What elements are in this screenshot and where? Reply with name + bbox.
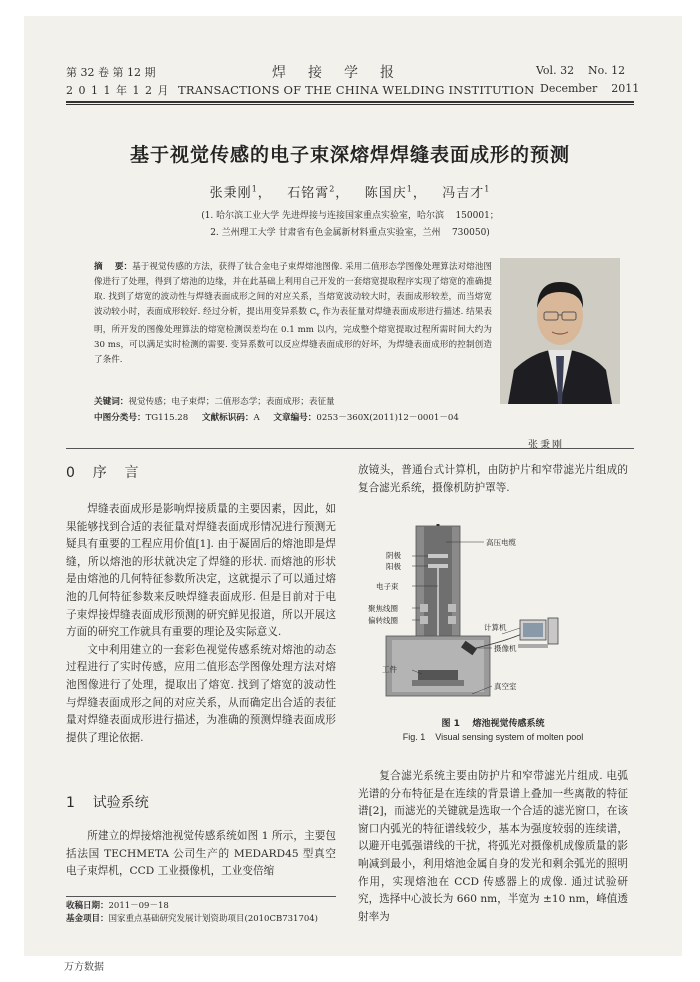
label-hv-cable: 高压电缆: [486, 538, 516, 547]
doc-code-label: 文献标识码：: [201, 413, 254, 423]
abstract-divider: [66, 448, 634, 449]
keywords: [94, 395, 335, 407]
figure-caption-en: Fig. 1 Visual sensing system of molten pool: [402, 732, 584, 742]
author-sup: 2: [329, 184, 336, 194]
section-1-number: 1: [66, 795, 75, 811]
section-0-title: 序 言: [92, 465, 139, 481]
figure-caption-cn: 图 1 熔池视觉传感系统: [441, 719, 545, 729]
fund-label: 基金项目：: [66, 914, 109, 924]
header-journal-en: TRANSACTIONS OF THE CHINA WELDING INSTITUTION: [178, 83, 535, 97]
body-paragraph: 复合滤光系统主要由防护片和窄带滤光片组成. 电弧光谱的分布特征是在连续的背景谱上叠加一些离散的特征谱[2]，而滤光的关键就是选取一个合适的滤光窗口，在该窗口内弧光的特征谱线较少，基本为强度较弱的连续谱，以避开电弧强谱线的干扰，将弧光对摄像机成像质量的影响减到最小，利用熔池金属自身的发光和剩余弧光的照明作用，实现熔池在 CCD 传感器上的成像. 通过试验研究，选择中心波长为 660 nm，半宽为 ±10 nm，峰值透射率为: [358, 770, 628, 923]
fund-text: 国家重点基础研究发展计划资助项目(2010CB731704): [108, 914, 318, 924]
header-rule: [66, 101, 634, 103]
affiliation-2: 2. 兰州理工大学 甘肃省有色金属新材料重点实验室，兰州 730050): [210, 228, 490, 238]
clc-label: 中图分类号：: [94, 413, 146, 423]
abstract-cv-sub: v: [316, 312, 320, 319]
author-name: 张秉刚: [209, 186, 252, 201]
body-paragraph: 文中利用建立的一套彩色视觉传感系统对熔池的动态过程进行了实时传感，应用二值形态学图像处理方法对熔池图像进行了处理，提取出了熔宽. 找到了熔宽的波动性与焊缝表面成形之间的对应关系，从而确定出合适的表征量对焊缝表面成形进行描述，为准确的预测焊缝表面成形提供了理论依据.: [66, 643, 336, 744]
label-vacuum: 真空室: [494, 682, 517, 691]
author-name: 陈国庆: [364, 186, 407, 201]
focus-coil-shape: [420, 604, 428, 612]
author-name: 石铭霄: [287, 186, 330, 201]
label-focus-coil: 聚焦线圈: [368, 604, 398, 613]
label-computer: 计算机: [484, 623, 507, 632]
workpiece-shape: [418, 670, 458, 680]
header-rule-thin: [66, 104, 634, 105]
section-1-body: [66, 828, 336, 881]
section-0-body: [66, 501, 336, 747]
computer-keyboard: [518, 644, 548, 648]
label-anode: 阳极: [386, 562, 401, 571]
section-1-title: 试验系统: [92, 795, 149, 811]
photo-caption: 张秉刚: [528, 440, 564, 451]
author-name: 冯吉才: [442, 186, 485, 201]
header-journal-cn: 焊接学报: [272, 65, 416, 81]
figure-1: [368, 524, 612, 704]
anode-shape: [428, 564, 448, 568]
abstract-text-2: 作为表征量对焊缝表面成形进行描述. 结果表明，所开发的图像处理算法的熔宽检测误差均在 0.1 mm 以内，完成整个熔宽提取过程所需时间大约为 30 ms，可以满足实时检测的需要. 变异系数可以反应焊缝表面成形的好坏，为焊缝表面成形的控制创造了条件.: [94, 307, 492, 366]
abstract-label: 摘 要：: [94, 262, 133, 272]
clc-value: TG115.28: [145, 413, 189, 423]
article-no-value: 0253－360X(2011)12－0001－04: [316, 413, 459, 423]
deflect-coil-shape: [448, 616, 456, 624]
affiliation-1: (1. 哈尔滨工业大学 先进焊接与连接国家重点实验室，哈尔滨 150001；: [201, 211, 499, 221]
section-1-heading: [66, 792, 149, 812]
abstract: [94, 260, 492, 368]
author-list: 张秉刚$^1$， 石铭霄$^2$， 陈国庆$^1$， 冯吉才$^1$: [209, 184, 491, 201]
label-workpiece: 工件: [382, 665, 397, 674]
right-column-top: [358, 462, 628, 497]
label-cathode: 阴极: [386, 551, 401, 560]
body-paragraph: 放镜头，普通台式计算机，由防护片和窄带滤光片组成的复合滤光系统，摄像机防护罩等.: [358, 464, 628, 494]
label-camera: 摄像机: [494, 644, 517, 653]
source-watermark: 万方数据: [64, 962, 104, 973]
received-label: 收稿日期：: [66, 901, 109, 911]
doc-code-value: A: [253, 413, 260, 423]
header-date-en: December 2011: [540, 82, 640, 95]
classification: [94, 411, 494, 423]
received-date: 2011－09－18: [108, 901, 169, 911]
footnote-rule: [66, 896, 336, 897]
header-vol-issue-en: Vol. 32 No. 12: [536, 64, 626, 77]
article-no-label: 文章编号：: [273, 413, 317, 423]
cathode-shape: [428, 554, 448, 558]
focus-coil-shape: [448, 604, 456, 612]
computer-tower: [548, 618, 558, 644]
author-sup: 1: [406, 184, 413, 194]
figure-1-diagram: [368, 524, 612, 704]
right-column-bottom: [358, 768, 628, 926]
section-0-heading: [66, 462, 139, 482]
author-sup: 1: [484, 184, 491, 194]
body-paragraph: 所建立的焊接熔池视觉传感系统如图 1 所示，主要包括法国 TECHMETA 公司生产的 MEDARD45 型真空电子束焊机，CCD 工业摄像机，工业变倍缩: [66, 830, 336, 878]
author-sup: 1: [251, 184, 258, 194]
computer-screen: [523, 623, 543, 637]
author-photo: [500, 258, 620, 404]
worktable-shape: [412, 680, 464, 686]
keywords-label: 关键词：: [94, 397, 129, 407]
abstract-text: 基于视觉传感的方法，获得了钛合金电子束焊熔池图像. 采用二值形态学图像处理算法对熔池图像进行了处理，得到了熔池的边缘，并在此基础上利用自己开发的一套熔宽提取程序实现了熔宽的准确提取. 找到了熔宽的波动性与焊缝表面成形之间的对应关系，当熔宽波动较大时，表面成形较差，而当熔宽波动较小时，表面成形较好. 经过分析，提出用变异系数 C: [94, 262, 493, 318]
label-deflect-coil: 偏转线圈: [368, 616, 398, 625]
section-0-number: 0: [66, 465, 75, 481]
keywords-text: 视觉传感；电子束焊；二值形态学；表面成形；表征量: [128, 397, 335, 407]
body-paragraph: 焊缝表面成形是影响焊接质量的主要因素，因此，如果能够找到合适的表征量对焊缝表面成形情况进行预测无疑具有重要的工程应用价值[1]. 由于凝固后的熔池即是焊缝，所以熔池的形状就决定了焊缝的形状. 而熔池的形状是由熔池的几何特征参数所决定，这就提示了可以通过熔池的几何特征参数来反映焊缝表面成形. 但是目前对于电子束焊接焊缝表面成形预测的研究鲜见报道，所以开展这方面的研究工作就具有重要的理论及实际意义.: [66, 503, 336, 639]
header-vol-issue-cn: 第 32 卷 第 12 期: [66, 66, 156, 79]
footnote: [66, 900, 346, 926]
header-date-cn: 2 0 1 1 年 1 2 月: [66, 84, 170, 97]
label-ebeam: 电子束: [376, 582, 399, 591]
deflect-coil-shape: [420, 616, 428, 624]
paper-title: 基于视觉传感的电子束深熔焊焊缝表面成形的预测: [129, 144, 570, 166]
